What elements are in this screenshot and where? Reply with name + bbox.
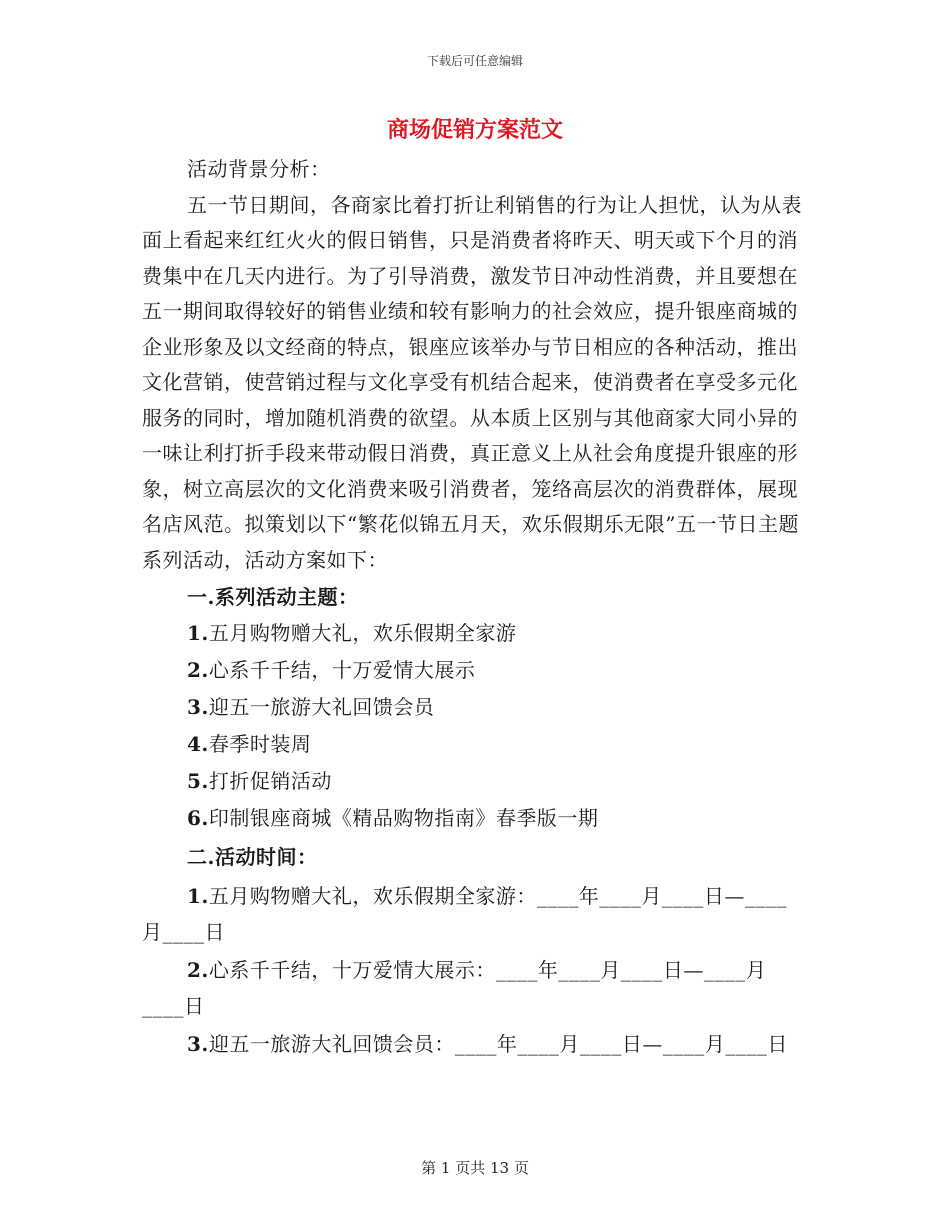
document-body (142, 152, 802, 1063)
section-2-heading: 二.活动时间： (187, 845, 318, 869)
item-text: 心系千千结，十万爱情大展示：____年____月____日—____月____日 (142, 958, 767, 1018)
item-number: 2. (187, 658, 209, 682)
item-number: 1. (187, 621, 209, 645)
item-text: 五月购物赠大礼，欢乐假期全家游 (208, 621, 517, 645)
list-item (142, 616, 802, 653)
item-text: 印制银座商城《精品购物指南》春季版一期 (208, 806, 599, 830)
item-number: 3. (187, 695, 209, 719)
list-item (142, 801, 802, 838)
document-title: 商场促销方案范文 (386, 118, 563, 143)
list-item (142, 764, 802, 801)
page-header: 下载后可任意编辑 (426, 54, 523, 68)
section-1-heading: 一.系列活动主题： (187, 585, 359, 609)
item-text: 心系千千结，十万爱情大展示 (208, 658, 476, 682)
list-item (142, 653, 802, 690)
item-number: 4. (187, 732, 209, 756)
background-paragraph: 五一节日期间，各商家比着打折让利销售的行为让人担忧，认为从表面上看起来红红火火的假日销售，只是消费者将昨天、明天或下个月的消费集中在几天内进行。为了引导消费，激发节日冲动性消费，并且要想在五一期间取得较好的销售业绩和较有影响力的社会效应，提升银座商城的企业形象及以文经商的特点，银座应该举办与节日相应的各种活动，推出文化营销，使营销过程与文化享受有机结合起来，使消费者在享受多元化服务的同时，增加随机消费的欲望。从本质上区别与其他商家大同小异的一味让利打折手段来带动假日消费，真正意义上从社会角度提升银座的形象，树立高层次的文化消费来吸引消费者，笼络高层次的消费群体，展现名店风范。拟策划以下“繁花似锦五月天，欢乐假期乐无限”五一节日主题系列活动，活动方案如下： (142, 192, 802, 572)
time-item (142, 953, 802, 1024)
item-text: 打折促销活动 (208, 769, 332, 793)
background-label: 活动背景分析： (187, 157, 331, 181)
page-footer: 第 1 页共 13 页 (421, 1159, 529, 1177)
list-item (142, 727, 802, 764)
item-text: 五月购物赠大礼，欢乐假期全家游：____年____月____日—____月____日 (142, 884, 787, 944)
time-item (142, 879, 802, 950)
item-number: 2. (187, 958, 209, 982)
item-number: 6. (187, 806, 209, 830)
item-number: 5. (187, 769, 209, 793)
item-text: 春季时装周 (208, 732, 312, 756)
item-text: 迎五一旅游大礼回馈会员 (208, 695, 435, 719)
list-item (142, 690, 802, 727)
time-item (142, 1027, 802, 1063)
item-text: 迎五一旅游大礼回馈会员：____年____月____日—____月____日 (208, 1032, 788, 1056)
item-number: 1. (187, 884, 209, 908)
item-number: 3. (187, 1032, 209, 1056)
